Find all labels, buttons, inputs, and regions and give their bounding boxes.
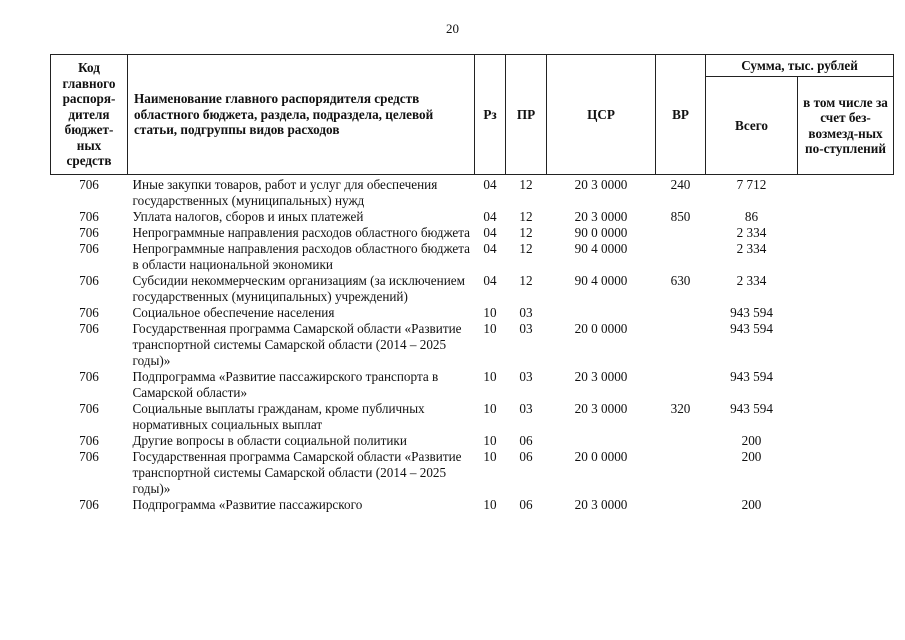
cell-total: 2 334 bbox=[736, 241, 767, 256]
cell-total: 2 334 bbox=[736, 273, 767, 288]
table-row bbox=[51, 209, 894, 225]
cell-rz: 04 bbox=[483, 273, 497, 288]
cell-pr: 12 bbox=[519, 177, 533, 192]
cell-csr: 20 3 0000 bbox=[574, 369, 628, 384]
header-vr: ВР bbox=[656, 55, 706, 175]
cell-code: 706 bbox=[79, 369, 99, 384]
cell-total: 943 594 bbox=[730, 305, 773, 320]
cell-name: Социальные выплаты гражданам, кроме публичных нормативных социальных выплат bbox=[132, 401, 425, 432]
table-row bbox=[51, 369, 894, 401]
cell-name: Подпрограмма «Развитие пассажирского транспорта в Самарской области» bbox=[132, 369, 439, 400]
cell-gratuitous bbox=[798, 401, 894, 433]
header-csr: ЦСР bbox=[547, 55, 656, 175]
cell-rz: 10 bbox=[483, 433, 497, 448]
cell-vr: 240 bbox=[670, 177, 691, 192]
table-row bbox=[51, 433, 894, 449]
cell-rz: 10 bbox=[483, 449, 497, 464]
cell-code: 706 bbox=[79, 401, 99, 416]
table-row bbox=[51, 273, 894, 305]
cell-gratuitous bbox=[798, 369, 894, 401]
cell-csr: 20 3 0000 bbox=[574, 209, 628, 224]
cell-name: Государственная программа Самарской области «Развитие транспортной системы Самарской области (2014 – 2025 годы)» bbox=[132, 449, 462, 496]
cell-pr: 12 bbox=[519, 241, 533, 256]
cell-pr: 06 bbox=[519, 449, 533, 464]
cell-rz: 10 bbox=[483, 321, 497, 336]
page-number: 20 bbox=[446, 21, 459, 36]
cell-pr: 03 bbox=[519, 369, 533, 384]
cell-total: 943 594 bbox=[730, 369, 773, 384]
table-row bbox=[51, 241, 894, 273]
cell-total: 200 bbox=[741, 449, 762, 464]
cell-code: 706 bbox=[79, 305, 99, 320]
cell-gratuitous bbox=[798, 273, 894, 305]
cell-code: 706 bbox=[79, 209, 99, 224]
cell-gratuitous bbox=[798, 175, 894, 210]
cell-name: Подпрограмма «Развитие пассажирского bbox=[132, 497, 363, 512]
cell-gratuitous bbox=[798, 321, 894, 369]
cell-pr: 12 bbox=[519, 225, 533, 240]
cell-rz: 04 bbox=[483, 209, 497, 224]
cell-gratuitous bbox=[798, 225, 894, 241]
header-code: Код главного распоря-дителя бюджет-ных средств bbox=[51, 55, 128, 175]
table-row bbox=[51, 449, 894, 497]
table-header bbox=[51, 55, 894, 175]
cell-rz: 04 bbox=[483, 225, 497, 240]
cell-code: 706 bbox=[79, 449, 99, 464]
cell-gratuitous bbox=[798, 209, 894, 225]
cell-rz: 04 bbox=[483, 241, 497, 256]
cell-total: 7 712 bbox=[736, 177, 767, 192]
cell-gratuitous bbox=[798, 305, 894, 321]
header-sum: Сумма, тыс. рублей bbox=[706, 55, 894, 77]
cell-vr bbox=[656, 497, 706, 513]
cell-csr: 20 0 0000 bbox=[574, 321, 628, 336]
cell-rz: 10 bbox=[483, 497, 497, 512]
table-body bbox=[51, 175, 894, 514]
cell-rz: 10 bbox=[483, 305, 497, 320]
cell-code: 706 bbox=[79, 177, 99, 192]
header-gratuitous: в том числе за счет без-возмезд-ных по-ступлений bbox=[798, 77, 894, 175]
cell-total: 86 bbox=[744, 209, 759, 224]
table-row bbox=[51, 401, 894, 433]
table-row bbox=[51, 497, 894, 513]
cell-code: 706 bbox=[79, 241, 99, 256]
cell-gratuitous bbox=[798, 241, 894, 273]
cell-code: 706 bbox=[79, 433, 99, 448]
cell-vr bbox=[656, 369, 706, 401]
cell-code: 706 bbox=[79, 321, 99, 336]
budget-table bbox=[50, 54, 894, 513]
cell-total: 2 334 bbox=[736, 225, 767, 240]
table-row bbox=[51, 305, 894, 321]
cell-pr: 06 bbox=[519, 497, 533, 512]
cell-pr: 12 bbox=[519, 209, 533, 224]
cell-vr: 630 bbox=[670, 273, 691, 288]
cell-vr: 850 bbox=[670, 209, 691, 224]
cell-pr: 12 bbox=[519, 273, 533, 288]
cell-vr: 320 bbox=[670, 401, 691, 416]
header-rz: Рз bbox=[475, 55, 506, 175]
cell-name: Иные закупки товаров, работ и услуг для обеспечения государственных (муниципальных) нужд bbox=[132, 177, 438, 208]
cell-name: Непрограммные направления расходов областного бюджета в области национальной экономики bbox=[132, 241, 471, 272]
cell-name: Субсидии некоммерческим организациям (за исключением государственных (муниципальных) учреждений) bbox=[132, 273, 465, 304]
cell-rz: 10 bbox=[483, 401, 497, 416]
cell-total: 943 594 bbox=[730, 401, 773, 416]
table-row bbox=[51, 321, 894, 369]
cell-csr: 90 0 0000 bbox=[574, 225, 628, 240]
cell-csr: 20 3 0000 bbox=[574, 177, 628, 192]
cell-csr: 90 4 0000 bbox=[574, 241, 628, 256]
cell-name: Непрограммные направления расходов областного бюджета bbox=[132, 225, 471, 240]
cell-code: 706 bbox=[79, 273, 99, 288]
cell-vr bbox=[656, 449, 706, 497]
cell-total: 200 bbox=[741, 497, 762, 512]
cell-pr: 03 bbox=[519, 305, 533, 320]
cell-gratuitous bbox=[798, 497, 894, 513]
cell-name: Другие вопросы в области социальной политики bbox=[132, 433, 407, 448]
cell-vr bbox=[656, 225, 706, 241]
cell-csr bbox=[547, 305, 656, 321]
cell-code: 706 bbox=[79, 497, 99, 512]
cell-vr bbox=[656, 241, 706, 273]
cell-code: 706 bbox=[79, 225, 99, 240]
cell-total: 200 bbox=[741, 433, 762, 448]
cell-gratuitous bbox=[798, 433, 894, 449]
table-row bbox=[51, 175, 894, 210]
cell-gratuitous bbox=[798, 449, 894, 497]
cell-vr bbox=[656, 321, 706, 369]
header-total: Всего bbox=[706, 77, 798, 175]
cell-csr: 20 3 0000 bbox=[574, 497, 628, 512]
cell-name: Социальное обеспечение населения bbox=[132, 305, 335, 320]
cell-csr bbox=[547, 433, 656, 449]
cell-pr: 03 bbox=[519, 321, 533, 336]
table-row bbox=[51, 225, 894, 241]
cell-total: 943 594 bbox=[730, 321, 773, 336]
cell-name: Уплата налогов, сборов и иных платежей bbox=[132, 209, 364, 224]
cell-rz: 10 bbox=[483, 369, 497, 384]
cell-csr: 90 4 0000 bbox=[574, 273, 628, 288]
cell-pr: 03 bbox=[519, 401, 533, 416]
cell-vr bbox=[656, 433, 706, 449]
header-pr: ПР bbox=[506, 55, 547, 175]
cell-vr bbox=[656, 305, 706, 321]
cell-pr: 06 bbox=[519, 433, 533, 448]
cell-rz: 04 bbox=[483, 177, 497, 192]
header-name: Наименование главного распорядителя средств областного бюджета, раздела, подраздела, целевой статьи, подгруппы видов расходов bbox=[128, 55, 475, 175]
cell-csr: 20 0 0000 bbox=[574, 449, 628, 464]
cell-csr: 20 3 0000 bbox=[574, 401, 628, 416]
cell-name: Государственная программа Самарской области «Развитие транспортной системы Самарской области (2014 – 2025 годы)» bbox=[132, 321, 462, 368]
